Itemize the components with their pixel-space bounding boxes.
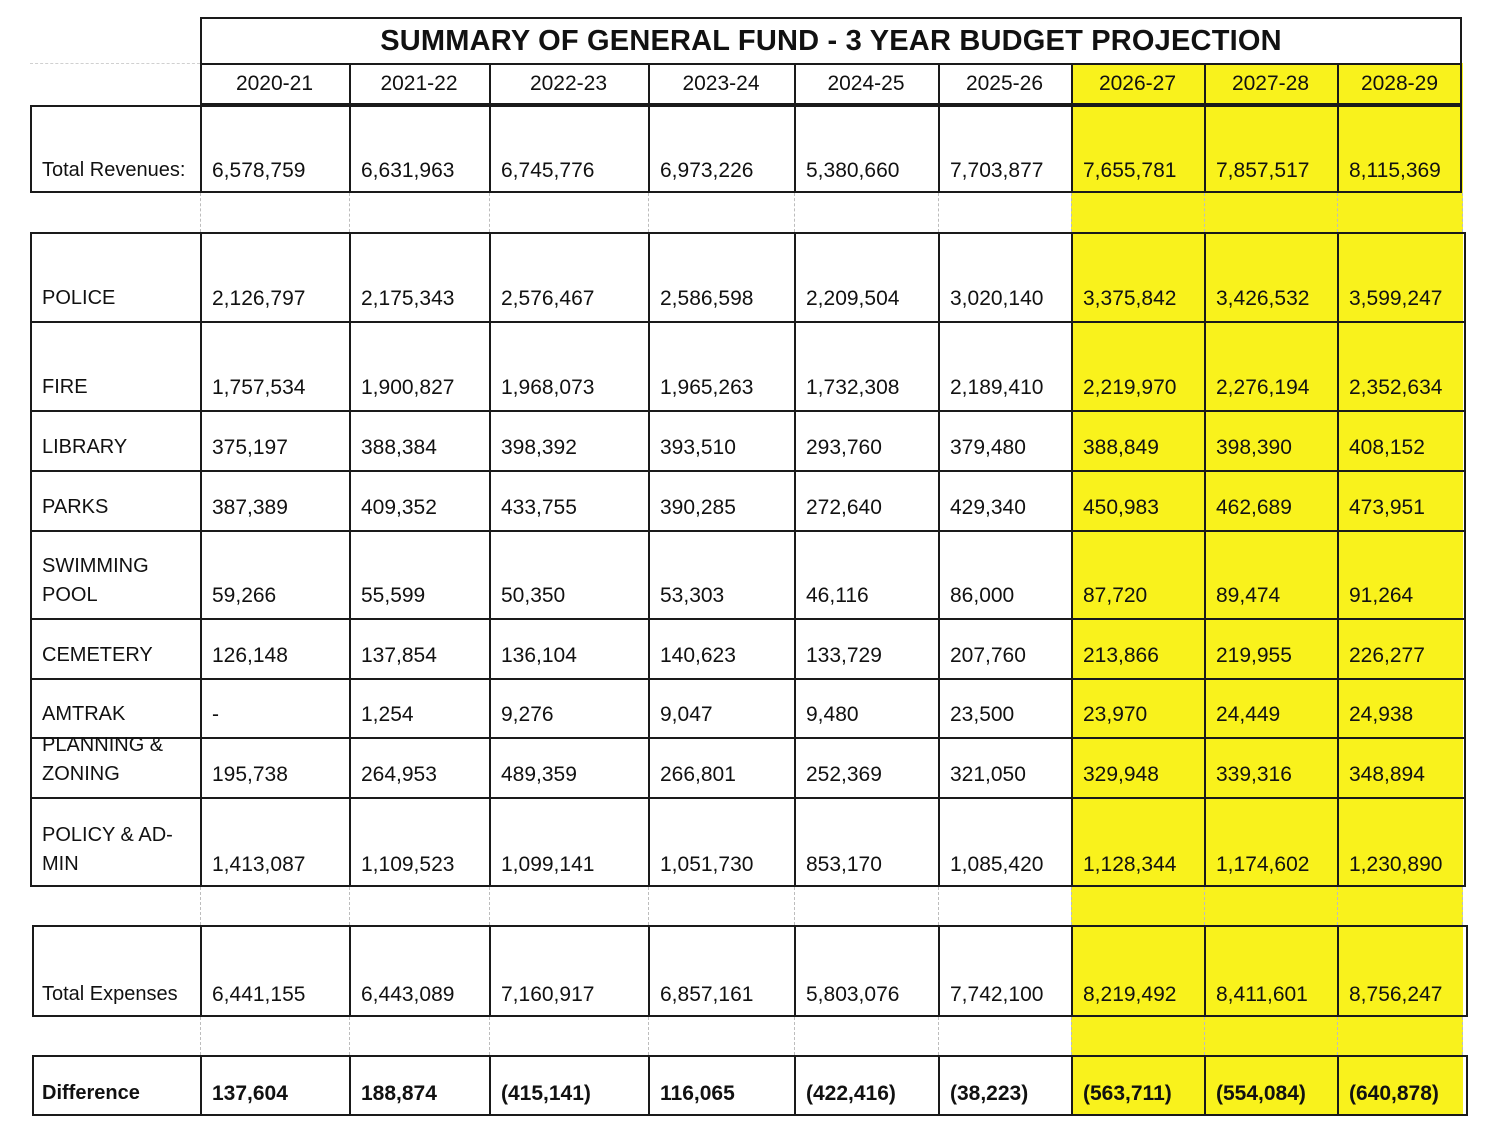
dashed-gridline (1071, 1017, 1072, 1055)
table-cell: 133,729 (806, 644, 882, 667)
column-divider (1071, 63, 1073, 105)
year-header-2026-27: 2026-27 (1098, 72, 1177, 95)
column-divider (1071, 232, 1073, 887)
table-cell: 7,160,917 (501, 983, 595, 1006)
year-header-2028-29: 2028-29 (1360, 72, 1439, 95)
table-cell: 6,631,963 (361, 159, 455, 182)
column-divider (349, 925, 351, 1017)
dashed-gridline (1204, 1017, 1205, 1055)
table-cell: 87,720 (1083, 584, 1148, 607)
table-cell: 388,849 (1083, 436, 1159, 459)
table-cell: 140,623 (660, 644, 736, 667)
row-label: CEMETERY (42, 644, 153, 666)
dashed-gridline (200, 193, 201, 232)
dashed-gridline (489, 193, 490, 232)
dashed-gridline (794, 1017, 795, 1055)
row-label: SWIMMING POOL (42, 555, 149, 606)
column-divider (648, 925, 650, 1017)
table-cell: 9,047 (660, 703, 713, 726)
table-cell: 1,085,420 (950, 853, 1044, 876)
table-cell: 2,189,410 (950, 376, 1044, 399)
dashed-gridline (1462, 887, 1463, 925)
row-label: LIBRARY (42, 436, 128, 458)
row-label: Difference (42, 1082, 140, 1104)
year-header-2023-24: 2023-24 (682, 72, 760, 95)
row-label: FIRE (42, 376, 88, 398)
row-label: PLANNING & ZONING (42, 734, 164, 785)
table-cell: 7,703,877 (950, 159, 1044, 182)
column-divider (200, 1055, 202, 1116)
table-cell: 9,480 (806, 703, 859, 726)
dashed-gridline (1337, 193, 1338, 232)
table-cell: 429,340 (950, 496, 1026, 519)
table-cell: 375,197 (212, 436, 288, 459)
dashed-gridline (938, 887, 939, 925)
dashed-gridline (648, 887, 649, 925)
column-divider (1204, 1055, 1206, 1116)
table-cell: 55,599 (361, 584, 426, 607)
table-cell: 3,599,247 (1349, 287, 1443, 310)
column-divider (648, 232, 650, 887)
column-divider (200, 105, 202, 193)
table-cell: 137,854 (361, 644, 437, 667)
column-divider (489, 105, 491, 193)
column-divider (1337, 1055, 1339, 1116)
column-divider (1071, 105, 1073, 193)
table-cell: 252,369 (806, 763, 882, 786)
dashed-gridline (489, 1017, 490, 1055)
table-cell: 1,254 (361, 703, 414, 726)
table-cell: (38,223) (950, 1082, 1029, 1105)
table-cell: 5,803,076 (806, 983, 900, 1006)
column-divider (349, 105, 351, 193)
column-divider (938, 105, 940, 193)
column-divider (938, 63, 940, 105)
dashed-gridline (1071, 887, 1072, 925)
table-cell: 1,230,890 (1349, 853, 1443, 876)
table-cell: (422,416) (806, 1082, 896, 1105)
table-cell: 9,276 (501, 703, 554, 726)
year-header-2027-28: 2027-28 (1231, 72, 1310, 95)
dashed-gridline (1462, 1017, 1463, 1055)
table-cell: 6,857,161 (660, 983, 754, 1006)
table-cell: 379,480 (950, 436, 1026, 459)
year-header-2021-22: 2021-22 (380, 72, 458, 95)
table-cell: 388,384 (361, 436, 437, 459)
table-cell: 6,443,089 (361, 983, 455, 1006)
table-cell: 8,219,492 (1083, 983, 1177, 1006)
column-divider (938, 1055, 940, 1116)
column-divider (1071, 1055, 1073, 1116)
table-cell: 1,174,602 (1216, 853, 1310, 876)
dashed-gridline (200, 887, 201, 925)
column-divider (200, 925, 202, 1017)
dashed-gridline (1462, 193, 1463, 232)
table-cell: 6,973,226 (660, 159, 754, 182)
table-cell: 1,099,141 (501, 853, 595, 876)
table-cell: 116,065 (660, 1082, 735, 1105)
dashed-gridline (1204, 193, 1205, 232)
table-cell: 2,586,598 (660, 287, 754, 310)
table-cell: - (212, 703, 219, 726)
column-divider (648, 105, 650, 193)
table-cell: 136,104 (501, 644, 577, 667)
table-cell: 91,264 (1349, 584, 1414, 607)
column-divider (349, 1055, 351, 1116)
table-cell: 207,760 (950, 644, 1026, 667)
dashed-gridline (1071, 193, 1072, 232)
table-cell: 6,441,155 (212, 983, 306, 1006)
dashed-gridline (1337, 1017, 1338, 1055)
table-cell: 1,900,827 (361, 376, 455, 399)
row-label: POLICY & AD- MIN (42, 824, 173, 875)
table-cell: 1,757,534 (212, 376, 306, 399)
table-cell: 226,277 (1349, 644, 1425, 667)
row-divider (30, 530, 1466, 532)
table-cell: 489,359 (501, 763, 577, 786)
table-cell: 473,951 (1349, 496, 1425, 519)
row-divider (30, 410, 1466, 412)
column-divider (200, 232, 202, 887)
table-cell: 293,760 (806, 436, 882, 459)
table-cell: 23,500 (950, 703, 1015, 726)
table-cell: 266,801 (660, 763, 736, 786)
row-divider (30, 797, 1466, 799)
row-divider (30, 678, 1466, 680)
table-cell: 89,474 (1216, 584, 1281, 607)
column-divider (648, 63, 650, 105)
table-cell: 329,948 (1083, 763, 1159, 786)
table-cell: 8,411,601 (1216, 983, 1308, 1006)
dashed-gridline (349, 193, 350, 232)
dashed-gridline (938, 1017, 939, 1055)
table-cell: 86,000 (950, 584, 1015, 607)
table-cell: 1,968,073 (501, 376, 595, 399)
dashed-gridline (648, 1017, 649, 1055)
table-cell: 2,276,194 (1216, 376, 1310, 399)
table-cell: 6,578,759 (212, 159, 306, 182)
dashed-gridline (349, 1017, 350, 1055)
table-cell: 398,390 (1216, 436, 1292, 459)
table-cell: (563,711) (1083, 1082, 1172, 1105)
table-cell: 390,285 (660, 496, 736, 519)
table-cell: 2,219,970 (1083, 376, 1177, 399)
dashed-gridline (489, 887, 490, 925)
table-cell: 24,449 (1216, 703, 1281, 726)
column-divider (489, 232, 491, 887)
table-cell: 7,742,100 (950, 983, 1044, 1006)
table-cell: 1,965,263 (660, 376, 754, 399)
table-cell: 2,126,797 (212, 287, 306, 310)
year-header-2024-25: 2024-25 (827, 72, 905, 95)
table-cell: 6,745,776 (501, 159, 595, 182)
table-cell: 50,350 (501, 584, 566, 607)
table-cell: 408,152 (1349, 436, 1425, 459)
column-divider (794, 105, 796, 193)
table-cell: 348,894 (1349, 763, 1425, 786)
table-cell: 213,866 (1083, 644, 1159, 667)
column-divider (349, 232, 351, 887)
dashed-gridline (794, 887, 795, 925)
column-divider (1204, 63, 1206, 105)
column-divider (489, 925, 491, 1017)
year-header-2025-26: 2025-26 (965, 72, 1044, 95)
column-divider (794, 925, 796, 1017)
table-cell: 46,116 (806, 584, 869, 607)
column-divider (489, 63, 491, 105)
dashed-gridline (648, 193, 649, 232)
table-cell: 24,938 (1349, 703, 1414, 726)
page-title: SUMMARY OF GENERAL FUND - 3 YEAR BUDGET PROJECTION (380, 24, 1282, 57)
table-cell: 126,148 (212, 644, 288, 667)
table-cell: (554,084) (1216, 1082, 1306, 1105)
table-cell: 409,352 (361, 496, 437, 519)
row-label: PARKS (42, 496, 109, 518)
table-cell: 8,115,369 (1349, 159, 1441, 182)
table-cell: 272,640 (806, 496, 882, 519)
dashed-gridline (794, 193, 795, 232)
table-cell: 7,655,781 (1083, 159, 1177, 182)
dashed-gridline (1337, 887, 1338, 925)
dashed-separator (30, 63, 200, 64)
table-cell: 393,510 (660, 436, 736, 459)
column-divider (794, 232, 796, 887)
table-cell: 7,857,517 (1216, 159, 1310, 182)
column-divider (938, 232, 940, 887)
table-cell: 2,576,467 (501, 287, 595, 310)
column-divider (794, 1055, 796, 1116)
column-divider (794, 63, 796, 105)
row-label: POLICE (42, 287, 116, 309)
column-divider (1204, 232, 1206, 887)
table-cell: 2,209,504 (806, 287, 900, 310)
table-cell: 3,426,532 (1216, 287, 1310, 310)
table-cell: 219,955 (1216, 644, 1292, 667)
table-cell: 8,756,247 (1349, 983, 1443, 1006)
table-cell: 23,970 (1083, 703, 1148, 726)
table-cell: 264,953 (361, 763, 437, 786)
column-divider (489, 1055, 491, 1116)
row-label: Total Expenses (42, 983, 178, 1005)
year-header-2022-23: 2022-23 (529, 72, 608, 95)
table-cell: 3,020,140 (950, 287, 1044, 310)
table-cell: 321,050 (950, 763, 1026, 786)
row-divider (30, 737, 1466, 739)
row-divider (30, 321, 1466, 323)
table-cell: 339,316 (1216, 763, 1292, 786)
table-cell: (415,141) (501, 1082, 591, 1105)
table-cell: 387,389 (212, 496, 288, 519)
column-divider (1204, 925, 1206, 1017)
column-divider (1071, 925, 1073, 1017)
table-cell: 462,689 (1216, 496, 1292, 519)
row-label: Total Revenues: (42, 159, 186, 181)
column-divider (1337, 105, 1339, 193)
table-cell: 1,051,730 (660, 853, 754, 876)
table-cell: 195,738 (212, 763, 288, 786)
dashed-gridline (938, 193, 939, 232)
departments-section (30, 232, 1466, 887)
column-divider (648, 1055, 650, 1116)
column-divider (1337, 925, 1339, 1017)
row-divider (30, 470, 1466, 472)
column-divider (1337, 232, 1339, 887)
table-cell: 450,983 (1083, 496, 1159, 519)
dashed-gridline (349, 887, 350, 925)
year-header-2020-21: 2020-21 (235, 72, 314, 95)
dashed-gridline (200, 1017, 201, 1055)
column-divider (1204, 105, 1206, 193)
table-cell: 5,380,660 (806, 159, 900, 182)
row-divider (30, 618, 1466, 620)
table-cell: 398,392 (501, 436, 577, 459)
table-cell: 59,266 (212, 584, 277, 607)
table-cell: 1,413,087 (212, 853, 306, 876)
table-cell: 1,128,344 (1083, 853, 1177, 876)
table-cell: 1,732,308 (806, 376, 900, 399)
table-cell: 188,874 (361, 1082, 437, 1105)
column-divider (1337, 63, 1339, 105)
table-cell: 433,755 (501, 496, 577, 519)
column-divider (938, 925, 940, 1017)
table-cell: 53,303 (660, 584, 725, 607)
table-cell: 2,175,343 (361, 287, 455, 310)
table-cell: 3,375,842 (1083, 287, 1177, 310)
table-cell: 137,604 (212, 1082, 288, 1105)
column-divider (349, 63, 351, 105)
table-cell: (640,878) (1349, 1082, 1439, 1105)
dashed-gridline (1204, 887, 1205, 925)
table-cell: 2,352,634 (1349, 376, 1443, 399)
table-cell: 853,170 (806, 853, 882, 876)
row-label: AMTRAK (42, 703, 126, 725)
table-cell: 1,109,523 (361, 853, 455, 876)
